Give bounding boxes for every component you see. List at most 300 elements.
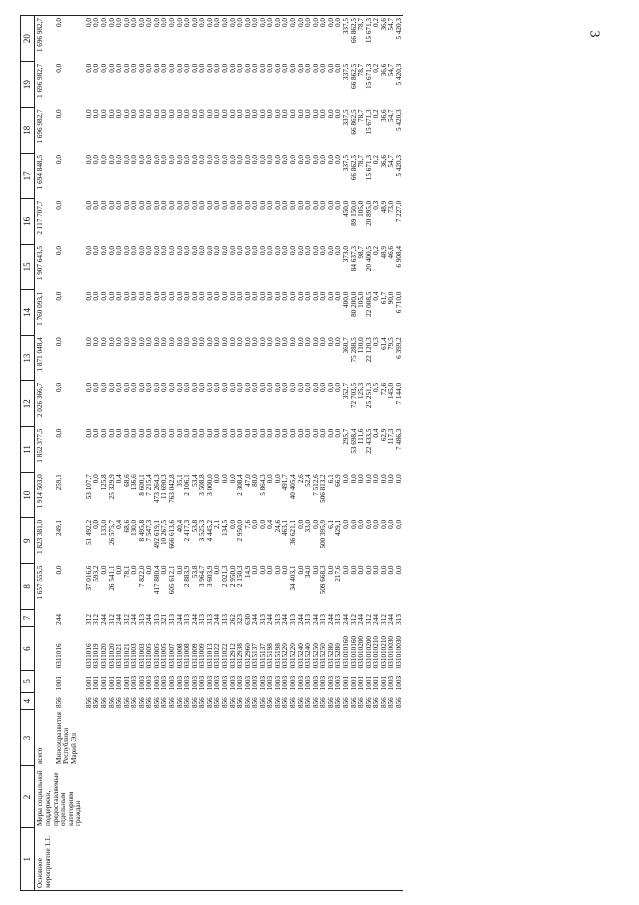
code-c7: 313 [258, 613, 267, 625]
amount-cell: 0,0 [318, 428, 327, 438]
total-label: всего [35, 747, 44, 764]
main-event-description: Меры социальной поддержки, предоставляемые отдельным категориям граждан [35, 769, 82, 826]
amount-cell: 0,0 [394, 519, 403, 529]
amount-cell: 0,0 [167, 291, 176, 301]
amount-cell: 0,0 [54, 291, 63, 301]
code-c5: 1001 [379, 675, 388, 690]
amount-cell: 46,6 [386, 245, 395, 259]
amount-cell: 0,0 [235, 382, 244, 392]
amount-cell: 0,0 [137, 200, 146, 210]
amount-cell: 0,0 [54, 154, 63, 164]
amount-cell: 0,0 [191, 15, 199, 61]
code-c6: 0315137 [258, 642, 267, 668]
amount-cell: 0,0 [326, 108, 335, 118]
code-c4: 856 [243, 696, 252, 708]
amount-cell: 417 880,4 [152, 565, 161, 594]
code-c6: 0311008 [182, 642, 191, 668]
total-value: 2 026 366,7 [35, 382, 44, 417]
amount-cell: 0,0 [243, 200, 252, 210]
amount-cell: 0,0 [129, 154, 138, 164]
code-c5: 1001 [341, 675, 350, 690]
code-c4: 856 [273, 696, 282, 708]
amount-cell: 0,0 [326, 382, 335, 392]
amount-cell: 509 668,3 [318, 565, 327, 594]
table-row [123, 15, 131, 890]
amount-cell: 0,0 [107, 154, 115, 164]
amount-cell: 0,0 [250, 200, 259, 210]
amount-cell: 0,0 [280, 245, 289, 255]
amount-cell: 0,0 [152, 108, 161, 118]
amount-cell: 0,0 [303, 245, 312, 255]
amount-cell: 0,0 [288, 245, 297, 255]
amount-cell: 0,0 [152, 200, 161, 210]
code-c7: 630 [243, 613, 252, 625]
amount-cell: 0,0 [364, 519, 373, 529]
amount-cell: 8 495,8 [137, 519, 146, 541]
amount-cell: 0,0 [182, 336, 191, 346]
amount-cell: 15 671,3 [364, 108, 373, 135]
amount-cell: 40 405,4 [288, 473, 297, 499]
amount-cell: 0,0 [137, 382, 146, 392]
amount-cell: 0,0 [349, 519, 357, 529]
code-c5: 1003 [288, 675, 297, 690]
amount-cell: 0,0 [122, 336, 131, 346]
amount-cell: 68,6 [122, 519, 131, 532]
code-c6: 0315250 [318, 642, 327, 668]
amount-cell: 0,0 [212, 336, 221, 346]
code-c7: 313 [205, 613, 214, 625]
table-row [153, 15, 161, 890]
amount-cell: 429,1 [333, 519, 342, 536]
amount-cell: 36 621,1 [288, 519, 297, 545]
amount-cell: 133,0 [99, 519, 108, 536]
amount-cell: 0,0 [244, 15, 252, 61]
code-c4: 856 [129, 696, 138, 708]
code-c7: 244 [311, 613, 320, 625]
code-c7: 244 [371, 613, 380, 625]
code-c4: 856 [190, 696, 199, 708]
amount-cell: 0,0 [235, 336, 244, 346]
amount-cell: 0,0 [265, 63, 274, 73]
amount-cell: 0,0 [265, 154, 274, 164]
amount-cell: 491,7 [280, 473, 289, 490]
amount-cell: 0,0 [250, 565, 259, 574]
code-c7: 244 [54, 613, 63, 625]
amount-cell: 0,0 [303, 428, 312, 438]
amount-cell: 0,0 [91, 108, 100, 118]
table-row [327, 15, 335, 890]
amount-cell: 0,0 [159, 200, 168, 210]
amount-cell: 0,0 [93, 15, 101, 61]
amount-cell: 0,0 [129, 245, 138, 255]
table-row [305, 15, 313, 890]
code-c4: 856 [84, 696, 93, 708]
amount-cell: 0,0 [349, 565, 357, 574]
code-c6: 031010200 [356, 635, 365, 668]
amount-cell: 0,0 [250, 245, 259, 255]
code-c7: 244 [341, 613, 350, 625]
code-c7: 323 [235, 613, 244, 625]
amount-cell: 337,5 [341, 63, 350, 80]
amount-cell: 0,0 [197, 108, 206, 118]
code-c6: 031010200 [364, 635, 373, 668]
amount-cell: 0,0 [273, 245, 282, 255]
code-c7: 313 [137, 613, 146, 625]
amount-cell: 7 144,0 [394, 382, 403, 405]
amount-cell: 337,5 [341, 154, 350, 171]
amount-cell: 0,0 [326, 63, 335, 73]
amount-cell: 0,0 [273, 336, 282, 346]
total-value: 1 696 982,7 [35, 108, 44, 144]
amount-cell: 0,0 [197, 200, 206, 210]
table-row [146, 15, 154, 890]
amount-cell: 11 690,3 [159, 473, 168, 499]
amount-cell: 0,0 [91, 200, 100, 210]
table-row [320, 15, 328, 890]
amount-cell: 0,0 [144, 382, 153, 392]
amount-cell: 0,0 [311, 245, 320, 255]
amount-cell: 0,0 [296, 63, 305, 73]
amount-cell: 0,0 [311, 565, 320, 574]
amount-cell: 0,0 [197, 336, 206, 346]
table-row [267, 15, 275, 890]
code-c5: 1003 [212, 675, 221, 690]
amount-cell: 0,0 [318, 382, 327, 392]
amount-cell: 0,2 [371, 154, 380, 164]
amount-cell: 2,6 [296, 473, 305, 483]
amount-cell: 34,0 [303, 565, 312, 578]
code-c4: 856 [159, 696, 168, 708]
amount-cell: 0,0 [386, 473, 395, 483]
amount-cell: 0,0 [129, 336, 138, 346]
column-header-20: 20 [20, 15, 34, 61]
amount-cell: 0,0 [273, 565, 282, 574]
amount-cell: 0,0 [326, 245, 335, 255]
amount-cell: 0,0 [311, 428, 320, 438]
amount-cell: 88,0 [250, 473, 259, 487]
amount-cell: 0,0 [250, 519, 259, 529]
amount-cell: 53,8 [190, 519, 199, 532]
amount-cell: 0,0 [138, 15, 146, 61]
amount-cell: 0,0 [205, 63, 214, 73]
amount-cell: 0,0 [175, 200, 184, 210]
amount-cell: 0,0 [303, 382, 312, 392]
amount-cell: 0,0 [54, 245, 63, 255]
amount-cell: 0,0 [273, 154, 282, 164]
amount-cell: 89 150,0 [349, 200, 357, 226]
amount-cell: 0,0 [175, 382, 184, 392]
code-c7: 313 [167, 613, 176, 625]
amount-cell: 0,0 [159, 336, 168, 346]
code-c7: 313 [182, 613, 191, 625]
amount-cell: 0,0 [167, 63, 176, 73]
amount-cell: 0,0 [303, 336, 312, 346]
amount-cell: 0,0 [205, 428, 214, 438]
amount-cell: 0,0 [182, 154, 191, 164]
table-row [169, 15, 177, 890]
amount-cell: 72,6 [379, 382, 388, 396]
amount-cell: 0,0 [212, 473, 221, 483]
amount-cell: 0,0 [144, 428, 153, 438]
amount-cell: 22 433,5 [364, 428, 373, 454]
amount-cell: 0,0 [250, 291, 259, 301]
amount-cell: 0,0 [107, 291, 115, 301]
amount-cell: 111,6 [356, 428, 365, 444]
amount-cell: 0,0 [235, 154, 244, 164]
amount-cell: 125,3 [356, 382, 365, 399]
amount-cell: 2,1 [212, 519, 221, 529]
code-c6: 0315240 [296, 642, 305, 668]
amount-cell: 0,0 [54, 428, 63, 438]
code-c6: 0311003 [129, 642, 138, 668]
amount-cell: 0,0 [100, 15, 108, 61]
amount-cell: 0,0 [131, 15, 139, 61]
code-c6: 031010160 [341, 635, 350, 668]
code-c4: 856 [394, 696, 403, 708]
amount-cell: 0,0 [212, 200, 221, 210]
amount-cell: 0,0 [335, 15, 343, 61]
amount-cell: 0,0 [129, 291, 138, 301]
code-c6: 0311019 [91, 642, 100, 668]
code-c6: 0311005 [159, 642, 168, 668]
code-c5: 1003 [152, 675, 161, 690]
amount-cell: 0,0 [144, 245, 153, 255]
amount-cell: 0,0 [235, 200, 244, 210]
code-c5: 1003 [220, 675, 229, 690]
column-header-7: 7 [20, 609, 34, 627]
amount-cell: 0,0 [205, 245, 214, 255]
amount-cell: 259,1 [54, 473, 63, 490]
amount-cell: 15 671,3 [364, 154, 373, 180]
total-value: 1 907 643,5 [35, 245, 44, 280]
code-c4: 856 [379, 696, 388, 708]
code-c7: 313 [288, 613, 297, 625]
amount-cell: 105,0 [356, 291, 365, 308]
page-number: 3 [586, 30, 602, 38]
code-c7: 313 [220, 613, 229, 625]
amount-cell: 54,7 [388, 15, 396, 61]
amount-cell: 0,0 [312, 15, 320, 61]
code-c6: 0311005 [144, 642, 153, 668]
amount-cell: 0,0 [114, 565, 123, 574]
amount-cell: 0,0 [175, 245, 184, 255]
amount-cell: 0,0 [252, 15, 260, 61]
amount-cell: 0,0 [311, 154, 320, 164]
code-c5: 1003 [296, 675, 305, 690]
code-c7: 313 [273, 613, 282, 625]
code-c4: 856 [265, 696, 274, 708]
amount-cell: 0,0 [99, 336, 108, 346]
code-c7: 321 [159, 613, 168, 625]
total-value: 1 696 982,7 [35, 63, 44, 98]
amount-cell: 0,0 [280, 382, 289, 392]
code-c5: 1003 [228, 675, 236, 690]
amount-cell: 6,1 [326, 473, 335, 483]
amount-cell: 2 150,3 [235, 565, 244, 587]
table-row [229, 15, 237, 890]
code-c4: 856 [333, 696, 342, 708]
amount-cell: 78,7 [356, 63, 365, 76]
amount-cell: 0,0 [175, 565, 184, 574]
amount-cell: 0,0 [129, 108, 138, 118]
amount-cell: 0,0 [122, 108, 131, 118]
amount-cell: 7 227,0 [394, 200, 403, 222]
amount-cell: 0,0 [205, 108, 214, 118]
amount-cell: 35,1 [175, 473, 184, 487]
amount-cell: 0,0 [371, 519, 380, 529]
amount-cell: 0,0 [107, 428, 115, 438]
amount-cell: 0,0 [333, 382, 342, 392]
amount-cell: 0,0 [84, 200, 93, 210]
amount-cell: 0,0 [84, 382, 93, 392]
amount-cell: 25 329,9 [107, 473, 115, 499]
amount-cell: 3 000,0 [205, 473, 214, 496]
amount-cell: 10 267,5 [159, 519, 168, 545]
amount-cell: 0,0 [54, 200, 63, 210]
amount-cell: 0,0 [137, 245, 146, 255]
code-c7: 312 [91, 613, 100, 625]
amount-cell: 0,0 [84, 108, 93, 118]
amount-cell: 0,0 [159, 63, 168, 73]
amount-cell: 0,0 [107, 108, 115, 118]
amount-cell: 0,0 [333, 428, 342, 438]
amount-cell: 0,0 [229, 15, 237, 61]
code-c5: 1003 [265, 675, 274, 690]
amount-cell: 33,0 [303, 519, 312, 532]
amount-cell: 0,0 [311, 382, 320, 392]
amount-cell: 249,1 [54, 519, 63, 536]
amount-cell: 0,0 [205, 291, 214, 301]
amount-cell: 66 862,5 [349, 154, 357, 180]
header-row [20, 15, 34, 890]
table-row [108, 15, 116, 890]
total-value: 2 117 707,7 [35, 200, 44, 235]
total-value: 1 694 848,5 [35, 154, 44, 189]
amount-cell: 3 525,3 [197, 519, 206, 541]
amount-cell: 0,0 [122, 291, 131, 301]
amount-cell: 0,0 [326, 428, 335, 438]
code-c4: 856 [311, 696, 320, 708]
amount-cell: 0,0 [220, 291, 229, 301]
amount-cell: 53,8 [190, 565, 199, 578]
amount-cell: 0,0 [311, 291, 320, 301]
amount-cell: 0,0 [190, 154, 199, 164]
amount-cell: 0,0 [167, 382, 176, 392]
amount-cell: 0,0 [311, 336, 320, 346]
table-row [199, 15, 207, 890]
code-c7: 244 [129, 613, 138, 625]
code-c6: 0315250 [311, 642, 320, 668]
amount-cell: 0,0 [91, 291, 100, 301]
amount-cell: 0,0 [199, 15, 207, 61]
rotated-table-sheet [20, 15, 620, 891]
amount-cell: 0,0 [159, 382, 168, 392]
amount-cell: 62,9 [379, 428, 388, 441]
amount-cell: 0,0 [122, 200, 131, 210]
amount-cell: 0,0 [167, 200, 176, 210]
amount-cell: 2 417,3 [182, 519, 191, 541]
amount-cell: 0,0 [235, 108, 244, 118]
code-c4: 856 [114, 696, 123, 708]
amount-cell: 0,0 [175, 428, 184, 438]
amount-cell: 0,0 [190, 428, 199, 438]
code-c5: 1001 [114, 675, 123, 690]
amount-cell: 0,0 [220, 382, 229, 392]
amount-cell: 0,0 [84, 63, 93, 73]
amount-cell: 0,0 [250, 428, 259, 438]
amount-cell: 36,6 [379, 108, 388, 122]
total-value: 1 760 093,1 [35, 291, 44, 326]
amount-cell: 0,0 [311, 63, 320, 73]
code-c5: 1003 [167, 675, 176, 690]
amount-cell: 0,2 [371, 63, 380, 73]
amount-cell: 0,0 [282, 15, 290, 61]
code-c6: 0315280 [326, 642, 335, 668]
amount-cell: 0,0 [190, 382, 199, 392]
amount-cell: 2 308,4 [235, 473, 244, 496]
amount-cell: 0,0 [167, 336, 176, 346]
amount-cell: 0,0 [137, 63, 146, 73]
amount-cell: 0,0 [54, 63, 63, 73]
code-c4: 856 [349, 696, 357, 708]
amount-cell: 0,0 [212, 565, 221, 574]
column-header-10: 10 [20, 472, 34, 518]
code-c4: 856 [182, 696, 191, 708]
amount-cell: 0,4 [371, 428, 380, 438]
amount-cell: 0,0 [205, 154, 214, 164]
amount-cell: 0,0 [91, 154, 100, 164]
amount-cell: 0,0 [258, 245, 267, 255]
amount-cell: 0,0 [341, 565, 350, 574]
amount-cell: 0,3 [371, 200, 380, 210]
amount-cell: 20 895,0 [364, 200, 373, 226]
code-c6: 0311016 [84, 642, 93, 668]
amount-cell: 0,0 [318, 336, 327, 346]
amount-cell: 0,2 [371, 245, 380, 255]
amount-cell: 0,0 [379, 565, 388, 574]
column-header-13: 13 [20, 335, 34, 381]
code-c4: 856 [235, 696, 244, 708]
amount-cell: 0,0 [220, 428, 229, 438]
amount-cell: 463,1 [280, 519, 289, 536]
amount-cell: 0,0 [296, 565, 305, 574]
amount-cell: 0,0 [326, 565, 335, 574]
amount-cell: 0,0 [288, 428, 297, 438]
amount-cell: 72 703,5 [349, 382, 357, 408]
table-row [184, 15, 192, 890]
amount-cell: 0,0 [305, 15, 313, 61]
amount-cell: 0,0 [280, 154, 289, 164]
amount-cell: 0,0 [114, 200, 123, 210]
amount-cell: 0,0 [333, 200, 342, 210]
amount-cell: 0,0 [182, 382, 191, 392]
amount-cell: 0,0 [197, 291, 206, 301]
amount-cell: 0,0 [129, 63, 138, 73]
amount-cell: 36,6 [380, 15, 388, 61]
code-c7: 312 [364, 613, 373, 625]
amount-cell: 0,0 [258, 108, 267, 118]
amount-cell: 0,0 [311, 108, 320, 118]
amount-cell: 0,0 [326, 200, 335, 210]
amount-cell: 0,0 [303, 291, 312, 301]
amount-cell: 0,0 [288, 63, 297, 73]
amount-cell: 500 395,9 [318, 519, 327, 549]
amount-cell: 0,0 [243, 428, 252, 438]
amount-cell: 0,0 [220, 63, 229, 73]
amount-cell: 0,0 [356, 565, 365, 574]
code-c6: 0312912 [228, 642, 236, 668]
amount-cell: 0,0 [205, 200, 214, 210]
